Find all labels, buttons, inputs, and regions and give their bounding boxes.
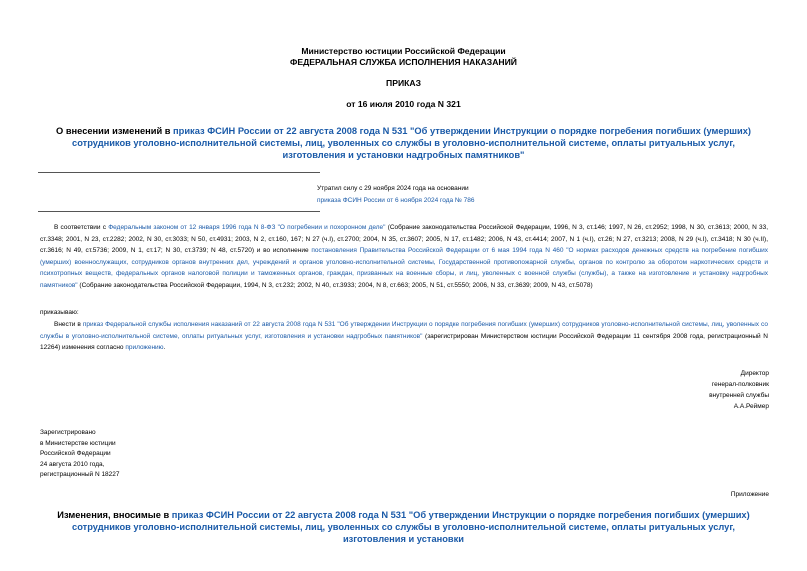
preamble-text-2: (Собрание законодательства Российской Федерации, 1996, N 3, ст.146; 1997, N 26, ст.2952; 1998, N 30, ст.3613; 2000, N 33, ст.3348; 2001, N 23, ст.2282; 2002, N 30, ст.3033; N 50, ст.4931; 2003, N 2, ст.160, 167; N 27 (ч.I), ст.2700; 2004, N 35, ст.3607; 2005, N 17, ст.1482; 2006, N 43, ст.4414; 2007, N 1 (ч.I), ст.26; N 27, ст.3213; 2008, N 29 (ч.I), ст.3418; N 30 (ч.II), ст.3616; N 49, ст.5736; 2009, N 1, ст.17; N 30, ст.3739; N 48, ст.5720) и во исполнение [40,224,769,254]
registration-line-2: в Министерстве юстиции [40,439,116,447]
signature-rank: генерал-полковник [711,381,769,388]
registration-line-4: 24 августа 2010 года, [40,460,105,468]
preamble-text-1: В соответствии с [54,224,109,231]
appendix-title-prefix: Изменения, вносимые в [57,510,172,520]
order-word: приказываю: [40,309,79,316]
preamble-text-3: (Собрание законодательства Российской Федерации, 1994, N 3, ст.232; 2002, N 40, ст.3933; 2004, N 8, ст.663; 2005, N 51, ст.5550; 2006, N 33, ст.3639; 2009, N 43, ст.5078) [77,281,593,289]
document-title [40,125,767,161]
document-type: ПРИКАЗ [386,78,421,88]
divider-bottom [38,211,320,212]
signature-position: Директор [740,370,769,377]
status-repeal-link[interactable]: приказа ФСИН России от 6 ноября 2024 года № 786 [317,197,475,204]
preamble-paragraph [40,222,768,291]
appendix-order-link[interactable]: приказ ФСИН России от 22 августа 2008 года N 531 "Об утверждении Инструкции о порядке погребения погибших (умерших) сотрудников уголовно-исполнительной системы, лиц, уволенных со службы в уголовно-исполнительной системе, оплаты ритуальных услуг, изготовления и установки [72,510,750,544]
appendix-title [40,509,767,545]
order-text-1: Внести в [54,321,83,328]
signature-service: внутренней службы [709,392,769,399]
service-name: ФЕДЕРАЛЬНАЯ СЛУЖБА ИСПОЛНЕНИЯ НАКАЗАНИЙ [290,57,517,67]
registration-line-3: Российской Федерации [40,450,111,457]
title-order-link[interactable]: приказ ФСИН России от 22 августа 2008 года N 531 "Об утверждении Инструкции о порядке погребения погибших (умерших) сотрудников уголовно-исполнительной системы, лиц, уволенных со службы в уголовно-исполнительной системе, оплаты ритуальных услуг, изготовления и установки надгробных памятников" [72,126,751,160]
signature-name: А.А.Реймер [733,403,769,410]
federal-law-link[interactable]: Федеральным законом от 12 января 1996 года N 8-ФЗ "О погребении и похоронном деле" [108,224,386,231]
appendix-link[interactable]: приложению [125,344,164,351]
order-text-2: (зарегистрирован Министерством юстиции Российской Федерации 11 сентября 2008 года, регистрационный N 12264) изменения согласно [40,332,768,351]
title-prefix: О внесении изменений в [56,126,174,136]
government-decree-link[interactable]: постановления Правительства Российской Федерации от 6 мая 1994 года N 460 "О нормах расходов денежных средств на погребение погибших (умерших) военнослужащих, сотрудников органов внутренних дел, учреждений и органов уголовно-исполнительной системы, Государственной противопожарной службы, органов по контролю за оборотом наркотических средств и психотропных веществ, федеральных органов налоговой полиции и таможенных органов, граждан, призванных на военные сборы, и лиц, уволенных с военной службы (службы), а также на изготовление и установку надгробных памятников" [40,247,768,289]
appendix-label: Приложение [730,491,769,498]
document-date: от 16 июля 2010 года N 321 [346,99,461,109]
order-paragraph [40,319,768,354]
divider-top [38,172,320,173]
registration-line-1: Зарегистрировано [40,429,96,436]
signature-block [709,368,769,412]
amended-order-link[interactable]: приказ Федеральной службы исполнения наказаний от 22 августа 2008 года N 531 "Об утверждении Инструкции о порядке погребения погибших (умерших) сотрудников уголовно-исполнительной системы, лиц, уволенных со службы в уголовно-исполнительной системе, оплаты ритуальных услуг, изготовления и установки надгробных памятников" [40,321,768,340]
registration-block [40,428,120,481]
status-line: Утратил силу с 29 ноября 2024 года на основании [317,185,469,192]
order-text-3: . [163,344,166,351]
registration-line-5: регистрационный N 18227 [40,471,120,478]
ministry-name: Министерство юстиции Российской Федерации [301,46,506,56]
